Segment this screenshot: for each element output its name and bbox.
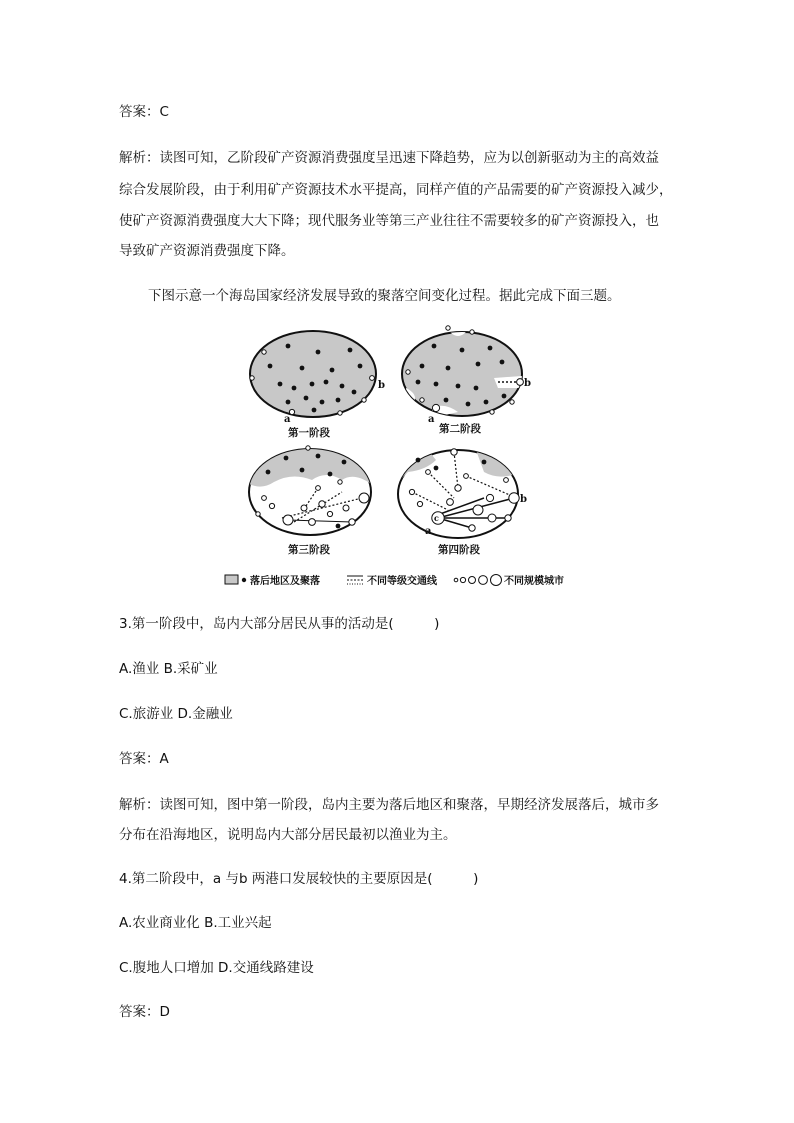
q3-options-cd: C.旅游业 D.金融业 bbox=[119, 706, 233, 722]
q2-analysis-line: 使矿产资源消费强度大大下降；现代服务业等第三产业往往不需要较多的矿产资源投入，也 bbox=[119, 213, 659, 229]
figure-intro: 下图示意一个海岛国家经济发展导致的聚落空间变化过程。据此完成下面三题。 bbox=[148, 288, 621, 304]
label-c: c bbox=[434, 513, 439, 523]
stage-2-map bbox=[402, 326, 531, 435]
label-b: b bbox=[524, 378, 531, 389]
label-b: b bbox=[520, 494, 527, 505]
figure-legend bbox=[225, 574, 564, 587]
label-a: a bbox=[425, 526, 432, 537]
q4-question: 4.第二阶段中，a 与b 两港口发展较快的主要原因是( ) bbox=[119, 871, 479, 887]
stage-2-caption: 第二阶段 bbox=[439, 423, 481, 435]
stage-1-caption: 第一阶段 bbox=[288, 427, 330, 439]
q2-analysis-line: 解析：读图可知，乙阶段矿产资源消费强度呈迅速下降趋势，应为以创新驱动为主的高效益 bbox=[119, 150, 659, 166]
settlement-figure bbox=[222, 322, 582, 594]
q2-analysis-line: 导致矿产资源消费强度下降。 bbox=[119, 243, 295, 259]
stage-4-caption: 第四阶段 bbox=[438, 544, 480, 556]
stage-1-map bbox=[250, 331, 385, 439]
q4-options-cd: C.腹地人口增加 D.交通线路建设 bbox=[119, 960, 314, 976]
q4-answer: 答案：D bbox=[119, 1004, 170, 1020]
q4-options-ab: A.农业商业化 B.工业兴起 bbox=[119, 915, 272, 931]
stage-3-caption: 第三阶段 bbox=[288, 544, 330, 556]
q3-options-ab: A.渔业 B.采矿业 bbox=[119, 661, 218, 677]
legend-transport-lines: 不同等级交通线 bbox=[367, 576, 437, 587]
q3-analysis-line: 分布在沿海地区，说明岛内大部分居民最初以渔业为主。 bbox=[119, 827, 457, 843]
q3-analysis-line: 解析：读图可知，图中第一阶段，岛内主要为落后地区和聚落，早期经济发展落后，城市多 bbox=[119, 797, 659, 813]
stage-4-map bbox=[398, 449, 527, 556]
legend-city-sizes: 不同规模城市 bbox=[504, 576, 564, 587]
q3-question: 3.第一阶段中，岛内大部分居民从事的活动是( ) bbox=[119, 616, 440, 632]
q2-answer: 答案：C bbox=[119, 104, 169, 120]
label-a: a bbox=[284, 414, 291, 425]
label-b: b bbox=[378, 380, 385, 391]
q3-answer: 答案：A bbox=[119, 751, 169, 767]
q2-analysis-line: 综合发展阶段，由于利用矿产资源技术水平提高，同样产值的产品需要的矿产资源投入减少， bbox=[119, 182, 673, 198]
label-a: a bbox=[428, 414, 435, 425]
legend-backward-areas: 落后地区及聚落 bbox=[250, 576, 320, 587]
stage-3-map bbox=[249, 446, 371, 556]
